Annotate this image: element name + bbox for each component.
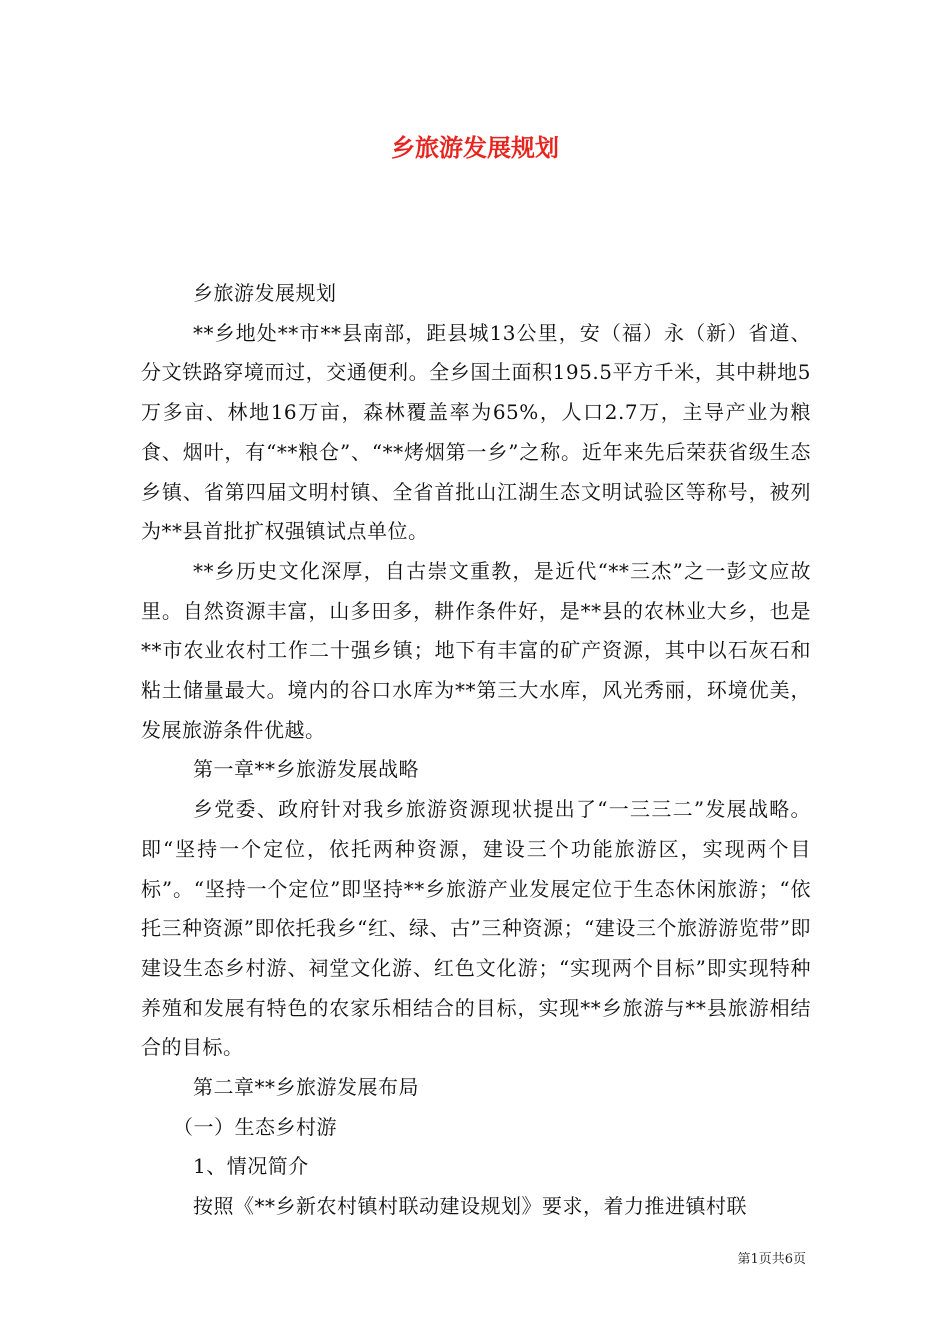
section-eco-tour-heading: （一）生态乡村游 <box>173 1114 337 1139</box>
chapter-two-heading: 第二章**乡旅游发展布局 <box>193 1075 419 1100</box>
intro-heading: 乡旅游发展规划 <box>193 281 337 305</box>
document-body <box>141 274 811 1227</box>
paragraph-strategy: 乡党委、政府针对我乡旅游资源现状提出了“一三三二”发展战略。即“坚持一个定位，依托两种资源，建设三个功能旅游区，实现两个目标”。“坚持一个定位”即坚持**乡旅游产业发展定位于生态休闲旅游；“依托三种资源”即依托我乡“红、绿、古”三种资源；“建设三个旅游游览带”即建设生态乡村游、祠堂文化游、红色文化游；“实现两个目标”即实现特种养殖和发展有特色的农家乐相结合的目标，实现**乡旅游与**县旅游相结合的目标。 <box>141 797 811 1060</box>
page-number: 第1页共6页 <box>737 1252 806 1267</box>
paragraph-location: **乡地处**市**县南部，距县城13公里，安（福）永（新）省道、分文铁路穿境而过，交通便利。全乡国土面积195.5平方千米，其中耕地5万多亩、林地16万亩，森林覆盖率为65%，人口2.7万，主导产业为粮食、烟叶，有“**粮仓”、“**烤烟第一乡”之称。近年来先后荣获省级生态乡镇、省第四届文明村镇、全省首批山江湖生态文明试验区等称号，被列为**县首批扩权强镇试点单位。 <box>141 320 811 544</box>
page-title: 乡旅游发展规划 <box>391 133 559 162</box>
chapter-one-heading: 第一章**乡旅游发展战略 <box>193 757 419 782</box>
paragraph-history: **乡历史文化深厚，自古崇文重教，是近代“**三杰”之一彭文应故里。自然资源丰富，山多田多，耕作条件好，是**县的农林业大乡，也是**市农业农村工作二十强乡镇；地下有丰富的矿产资源，其中以石灰石和粘土储量最大。境内的谷口水库为**第三大水库，风光秀丽，环境优美，发展旅游条件优越。 <box>141 558 811 742</box>
subsection-overview-heading: 1、情况简介 <box>193 1154 309 1179</box>
paragraph-plan: 按照《**乡新农村镇村联动建设规划》要求，着力推进镇村联 <box>193 1194 747 1219</box>
